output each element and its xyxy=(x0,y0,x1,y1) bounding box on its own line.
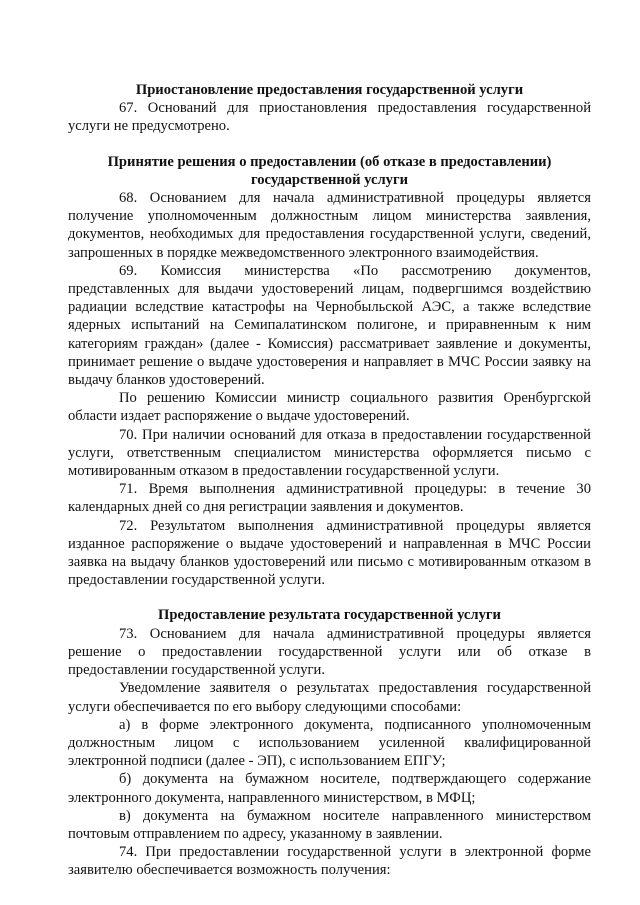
paragraph-67: 67. Оснований для приостановления предоставления государственной услуги не предусмотрено. xyxy=(68,100,591,135)
paragraph-73: 73. Основанием для начала административной процедуры является решение о предоставлении государственной услуги или об отказе в предоставлении государственной услуги. xyxy=(68,625,591,679)
section-heading: Предоставление результата государственной услуги xyxy=(158,607,501,624)
paragraph-70: 70. При наличии оснований для отказа в предоставлении государственной услуги, ответственным специалистом министерства оформляется письмо с мотивированным отказом в предоставлении государственной услуги. xyxy=(68,426,591,480)
paragraph-commission-decision: По решению Комиссии министр социального развития Оренбургской области издает распоряжение о выдаче удостоверений. xyxy=(68,390,591,425)
section-heading: Принятие решения о предоставлении (об отказе в предоставлении) государственной услуги xyxy=(107,153,552,188)
paragraph-option-b: б) документа на бумажном носителе, подтверждающего содержание электронного документа, направленного министерством, в МФЦ; xyxy=(68,771,591,806)
paragraph-68: 68. Основанием для начала административной процедуры является получение уполномоченным должностным лицом министерства заявления, документов, необходимых для предоставления государственной услуги, сведений, запрошенных в порядке межведомственного электронного взаимодействия. xyxy=(68,190,591,261)
section-heading: Приостановление предоставления государственной услуги xyxy=(135,82,524,98)
paragraph-74: 74. При предоставлении государственной услуги в электронной форме заявителю обеспечивается возможность получения: xyxy=(68,844,591,879)
paragraph-notification: Уведомление заявителя о результатах предоставления государственной услуги обеспечивается по его выбору следующими способами: xyxy=(68,680,591,715)
section-decision xyxy=(68,153,591,590)
paragraph-71: 71. Время выполнения административной процедуры: в течение 30 календарных дней со дня регистрации заявления и документов. xyxy=(68,481,591,516)
paragraph-option-v: в) документа на бумажном носителе направленного министерством почтовым отправлением по адресу, указанному в заявлении. xyxy=(68,807,591,842)
paragraph-72: 72. Результатом выполнения административной процедуры является изданное распоряжение о выдаче удостоверений и направленная в МЧС России заявка на выдачу бланков удостоверений или письмо с мотивированным отказом в предоставлении государственной услуги. xyxy=(68,517,591,589)
paragraph-69: 69. Комиссия министерства «По рассмотрению документов, представленных для выдачи удостоверений лицам, подвергшимся воздействию радиации вследствие катастрофы на Чернобыльской АЭС, а также вследствие ядерных испытаний на Семипалатинском полигоне, и приравненным к ним категориям граждан» (далее - Комиссия) рассматривает заявление и документы, принимает решение о выдаче удостоверения и направляет в МЧС России заявку на выдачу бланков удостоверений. xyxy=(68,262,591,389)
section-result xyxy=(68,606,591,879)
section-suspension xyxy=(68,81,591,136)
document-page xyxy=(68,81,591,880)
paragraph-option-a: а) в форме электронного документа, подписанного уполномоченным должностным лицом с использованием усиленной квалифицированной электронной подписи (далее - ЭП), с использованием ЕПГУ; xyxy=(68,716,591,770)
